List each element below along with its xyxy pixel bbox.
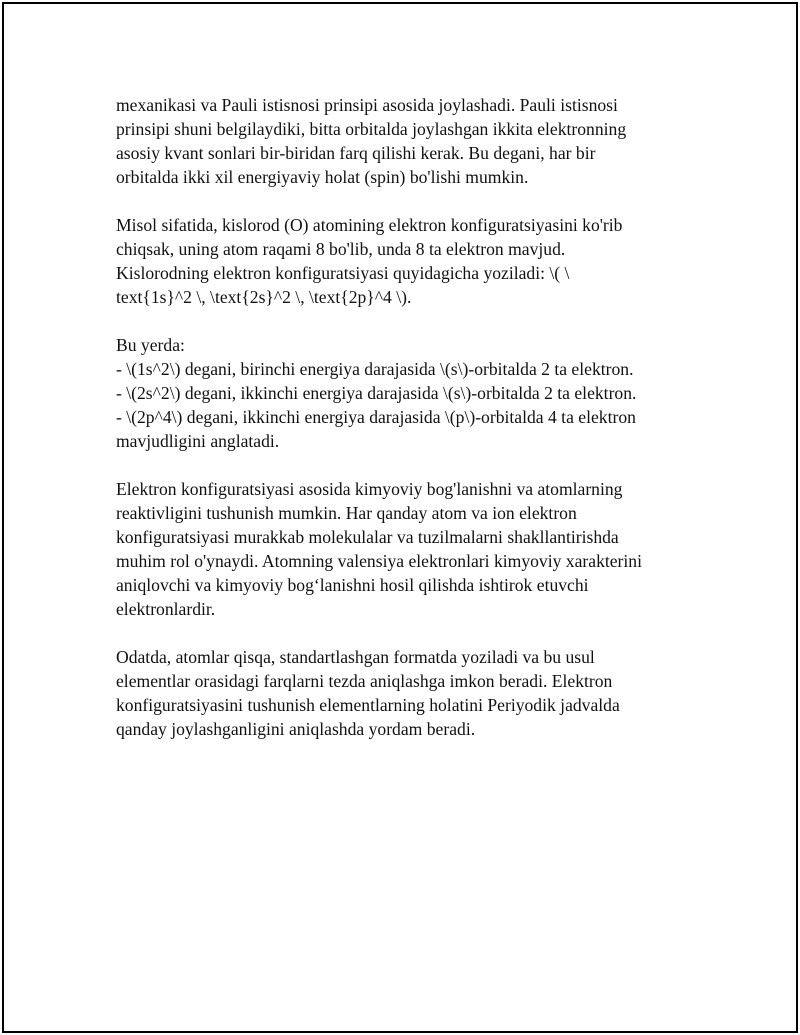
text-line: text{1s}^2 \, \text{2s}^2 \, \text{2p}^4 \). bbox=[116, 287, 412, 307]
text-line: Elektron konfiguratsiyasi asosida kimyoviy bog'lanishni va atomlarning bbox=[116, 479, 623, 499]
text-line: qanday joylashganligini aniqlashda yordam beradi. bbox=[116, 719, 476, 739]
text-line: Misol sifatida, kislorod (O) atomining elektron konfiguratsiyasini ko'rib bbox=[116, 215, 623, 235]
text-line: asosiy kvant sonlari bir-biridan farq qilishi kerak. Bu degani, har bir bbox=[116, 143, 596, 163]
list-item: - \(2s^2\) degani, ikkinchi energiya darajasida \(s\)-orbitalda 2 ta elektron. bbox=[116, 383, 637, 403]
text-line: elementlar orasidagi farqlarni tezda aniqlashga imkon beradi. Elektron bbox=[116, 671, 613, 691]
text-line: konfiguratsiyasi murakkab molekulalar va tuzilmalarni shakllantirishda bbox=[116, 527, 619, 547]
text-line: muhim rol o'ynaydi. Atomning valensiya elektronlari kimyoviy xarakterini bbox=[116, 551, 642, 571]
list-item: - \(1s^2\) degani, birinchi energiya darajasida \(s\)-orbitalda 2 ta elektron. bbox=[116, 359, 634, 379]
paragraph-chemical-bonding bbox=[116, 477, 676, 621]
paragraph-pauli-principle bbox=[116, 93, 676, 189]
document-body bbox=[116, 93, 676, 765]
text-line: Odatda, atomlar qisqa, standartlashgan formatda yoziladi va bu usul bbox=[116, 647, 595, 667]
text-line: mexanikasi va Pauli istisnosi prinsipi asosida joylashadi. Pauli istisnosi bbox=[116, 95, 618, 115]
text-line: konfiguratsiyasini tushunish elementlarning holatini Periyodik jadvalda bbox=[116, 695, 620, 715]
text-line: mavjudligini anglatadi. bbox=[116, 431, 280, 451]
list-item: - \(2p^4\) degani, ikkinchi energiya darajasida \(p\)-orbitalda 4 ta elektron bbox=[116, 407, 636, 427]
text-line: orbitalda ikki xil energiyaviy holat (spin) bo'lishi mumkin. bbox=[116, 167, 529, 187]
paragraph-explanation-list bbox=[116, 333, 676, 453]
text-line: Bu yerda: bbox=[116, 335, 185, 355]
text-line: elektronlardir. bbox=[116, 599, 216, 619]
text-line: aniqlovchi va kimyoviy bog‘lanishni hosil qilishda ishtirok etuvchi bbox=[116, 575, 589, 595]
text-line: reaktivligini tushunish mumkin. Har qanday atom va ion elektron bbox=[116, 503, 577, 523]
text-line: Kislorodning elektron konfiguratsiyasi quyidagicha yoziladi: \( \ bbox=[116, 263, 570, 283]
paragraph-periodic-table bbox=[116, 645, 676, 741]
text-line: chiqsak, uning atom raqami 8 bo'lib, unda 8 ta elektron mavjud. bbox=[116, 239, 566, 259]
paragraph-oxygen-example bbox=[116, 213, 676, 309]
text-line: prinsipi shuni belgilaydiki, bitta orbitalda joylashgan ikkita elektronning bbox=[116, 119, 627, 139]
